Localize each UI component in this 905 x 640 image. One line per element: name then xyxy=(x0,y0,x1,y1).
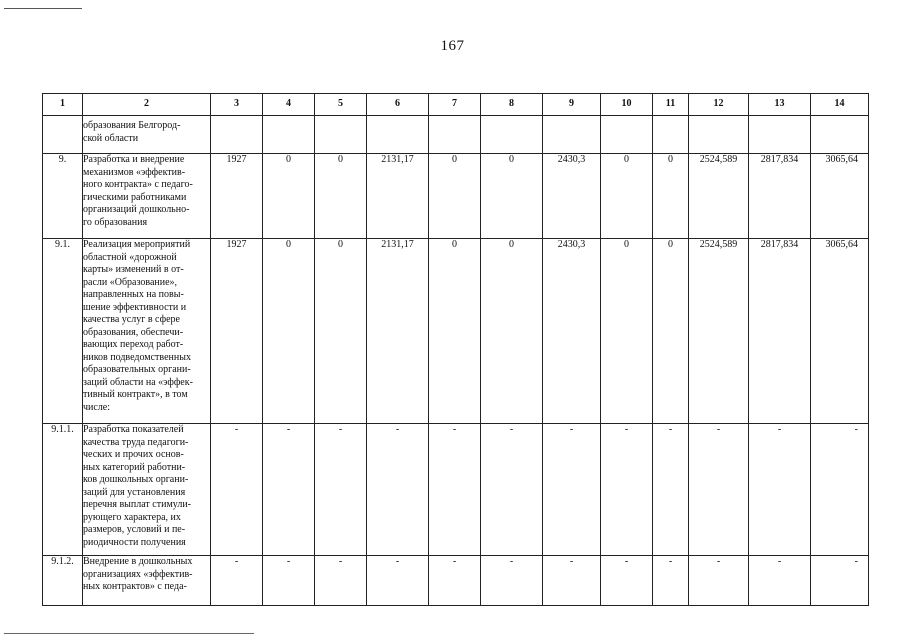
row-value: - xyxy=(429,556,481,606)
row-value: - xyxy=(601,424,653,556)
row-value: 1927 xyxy=(211,239,263,424)
row-value: 0 xyxy=(429,154,481,239)
row-value: - xyxy=(653,424,689,556)
row-number: 9. xyxy=(43,154,83,239)
column-header: 12 xyxy=(689,94,749,116)
row-value xyxy=(653,116,689,154)
row-number: 9.1.1. xyxy=(43,424,83,556)
row-description: Разработка и внедрение механизмов «эффектив- ного контракта» с педаго- гическими работниками организаций дошкольно- го образования xyxy=(83,154,211,239)
row-value: - xyxy=(315,424,367,556)
column-header: 4 xyxy=(263,94,315,116)
column-header: 14 xyxy=(811,94,869,116)
row-value: 0 xyxy=(601,239,653,424)
row-value: - xyxy=(481,424,543,556)
row-value: - xyxy=(211,424,263,556)
page-number: 167 xyxy=(440,38,465,54)
row-value: - xyxy=(263,424,315,556)
row-value: - xyxy=(481,556,543,606)
row-value: 2430,3 xyxy=(543,239,601,424)
row-value xyxy=(689,116,749,154)
table-row xyxy=(43,424,869,556)
row-value: 0 xyxy=(601,154,653,239)
row-value: 2524,589 xyxy=(689,154,749,239)
row-value: - xyxy=(689,556,749,606)
row-value: 2131,17 xyxy=(367,154,429,239)
table-header-row xyxy=(43,94,869,116)
row-value: - xyxy=(367,556,429,606)
row-value: 0 xyxy=(315,154,367,239)
row-value: 0 xyxy=(653,154,689,239)
row-value xyxy=(367,116,429,154)
row-value xyxy=(481,116,543,154)
row-value: - xyxy=(601,556,653,606)
row-value: - xyxy=(749,424,811,556)
row-value: - xyxy=(315,556,367,606)
column-header: 5 xyxy=(315,94,367,116)
column-header: 10 xyxy=(601,94,653,116)
row-value: 0 xyxy=(481,239,543,424)
column-header: 7 xyxy=(429,94,481,116)
row-value: 2524,589 xyxy=(689,239,749,424)
row-value: 0 xyxy=(263,154,315,239)
column-header: 6 xyxy=(367,94,429,116)
row-value xyxy=(749,116,811,154)
row-value xyxy=(811,116,869,154)
row-value xyxy=(429,116,481,154)
row-value: 1927 xyxy=(211,154,263,239)
row-value xyxy=(601,116,653,154)
row-value: 3065,64 xyxy=(811,239,869,424)
row-value: - xyxy=(749,556,811,606)
row-value: - xyxy=(543,556,601,606)
row-value: 0 xyxy=(263,239,315,424)
column-header: 9 xyxy=(543,94,601,116)
column-header: 3 xyxy=(211,94,263,116)
row-value: 3065,64 xyxy=(811,154,869,239)
row-value xyxy=(263,116,315,154)
row-description: Внедрение в дошкольных организациях «эффектив- ных контрактов» с педа- xyxy=(83,556,211,606)
row-number: 9.1.2. xyxy=(43,556,83,606)
row-description: Разработка показателей качества труда педагоги- ческих и прочих основ- ных категорий работни- ков дошкольных органи- заций для установления перечня выплат стимули- рующего характера, их размеров, условий и пе- риодичности получения xyxy=(83,424,211,556)
table-row xyxy=(43,239,869,424)
row-value: 0 xyxy=(429,239,481,424)
column-header: 11 xyxy=(653,94,689,116)
row-value: 2131,17 xyxy=(367,239,429,424)
row-value: - xyxy=(429,424,481,556)
row-value: 2817,834 xyxy=(749,154,811,239)
row-value: - xyxy=(811,556,869,606)
row-value: - xyxy=(811,424,869,556)
row-value: 0 xyxy=(481,154,543,239)
top-edge-rule xyxy=(4,8,82,9)
row-description: Реализация мероприятий областной «дорожной карты» изменений в от- расли «Образование», направленных на повы- шение эффективности и качества услуг в сфере образования, обеспечи- вающих переход работ- ников подведомственных образовательных органи- заций области на «эффек- тивный контракт», в том числе: xyxy=(83,239,211,424)
column-header: 13 xyxy=(749,94,811,116)
row-value: - xyxy=(263,556,315,606)
column-header: 1 xyxy=(43,94,83,116)
table-row xyxy=(43,556,869,606)
table-row xyxy=(43,154,869,239)
row-value: 0 xyxy=(653,239,689,424)
row-value: - xyxy=(689,424,749,556)
row-value: - xyxy=(211,556,263,606)
column-header: 8 xyxy=(481,94,543,116)
row-value: 0 xyxy=(315,239,367,424)
row-value: - xyxy=(367,424,429,556)
row-value xyxy=(315,116,367,154)
column-header: 2 xyxy=(83,94,211,116)
row-value xyxy=(211,116,263,154)
row-value: 2430,3 xyxy=(543,154,601,239)
row-value: - xyxy=(653,556,689,606)
row-value xyxy=(543,116,601,154)
row-value: - xyxy=(543,424,601,556)
row-number xyxy=(43,116,83,154)
row-description: образования Белгород- ской области xyxy=(83,116,211,154)
bottom-edge-rule xyxy=(4,633,254,634)
row-value: 2817,834 xyxy=(749,239,811,424)
row-number: 9.1. xyxy=(43,239,83,424)
data-table xyxy=(42,93,869,606)
table-row xyxy=(43,116,869,154)
